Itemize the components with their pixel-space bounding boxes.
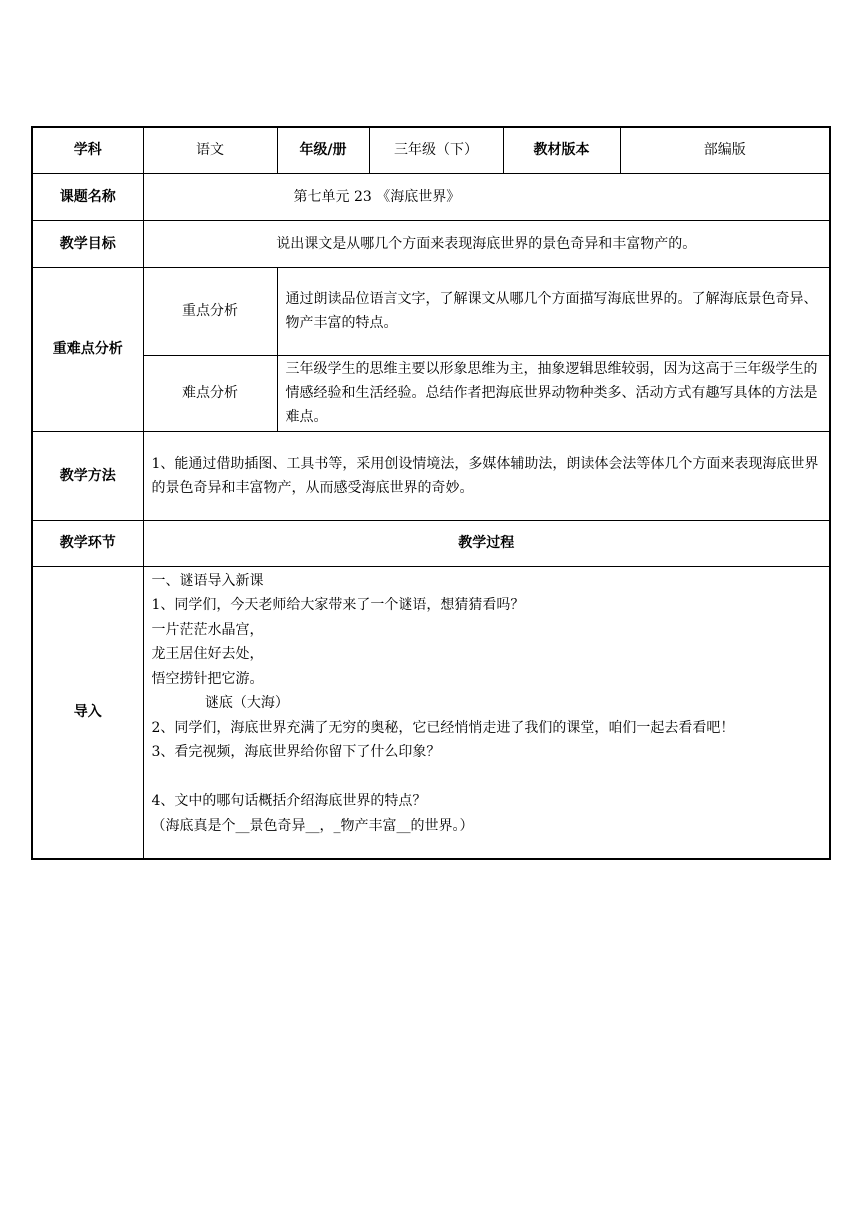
subject-row <box>32 127 830 173</box>
intro-row <box>32 566 830 859</box>
intro-label: 导入 <box>32 566 143 859</box>
hard-point-value: 三年级学生的思维主要以形象思维为主，抽象逻辑思维较弱，因为这高于三年级学生的情感经验和生活经验。总结作者把海底世界动物种类多、活动方式有趣写具体的方法是难点。 <box>277 355 830 431</box>
intro-line: 3、看完视频，海底世界给你留下了什么印象？ <box>151 744 441 760</box>
subject-value: 语文 <box>143 127 277 173</box>
intro-line: 一、谜语导入新课 <box>151 572 264 589</box>
key-point-value: 通过朗读品位语言文字，了解课文从哪几个方面描写海底世界的。了解海底景色奇异、物产丰富的特点。 <box>277 267 830 355</box>
process-title: 教学过程 <box>143 520 830 566</box>
teaching-method-value: 1、能通过借助插图、工具书等，采用创设情境法，多媒体辅助法，朗读体会法等体几个方面来表现海底世界的景色奇异和丰富物产，从而感受海底世界的奇妙。 <box>143 431 830 520</box>
grade-value: 三年级（下） <box>369 127 503 173</box>
intro-line <box>152 765 822 790</box>
lesson-title-value: 第七单元 23 《海底世界》 <box>143 173 830 220</box>
key-point-label: 重点分析 <box>143 267 277 355</box>
subject-label: 学科 <box>32 127 143 173</box>
grade-label: 年级/册 <box>277 127 369 173</box>
intro-line: 一片茫茫水晶宫， <box>151 621 264 638</box>
difficulty-label: 重难点分析 <box>32 267 143 431</box>
hard-point-row <box>32 355 830 431</box>
teaching-goal-row <box>32 220 830 267</box>
intro-line: 龙王居住好去处， <box>151 646 264 662</box>
edition-label: 教材版本 <box>503 127 620 173</box>
teaching-goal-label: 教学目标 <box>32 220 143 267</box>
lesson-title-label: 课题名称 <box>32 173 143 220</box>
intro-line: 4、文中的哪句话概括介绍海底世界的特点？ <box>151 793 427 809</box>
intro-line: 2、同学们，海底世界充满了无穷的奥秘，它已经悄悄走进了我们的课堂，咱们一起去看看吧！ <box>151 719 735 736</box>
teaching-method-label: 教学方法 <box>32 431 143 520</box>
intro-line: 谜底（大海） <box>151 695 289 711</box>
lesson-plan-table <box>31 126 831 860</box>
teaching-method-row <box>32 431 830 520</box>
hard-point-label: 难点分析 <box>143 355 277 431</box>
intro-line: 悟空捞针把它游。 <box>151 670 264 687</box>
process-stage-label: 教学环节 <box>32 520 143 566</box>
lesson-title-row <box>32 173 830 220</box>
process-header-row <box>32 520 830 566</box>
intro-line: 1、同学们，今天老师给大家带来了一个谜语，想猜猜看吗？ <box>151 597 525 613</box>
key-point-row <box>32 267 830 355</box>
intro-line: （海底真是个__景色奇异__，_物产丰富__的世界。） <box>151 817 474 834</box>
intro-content <box>143 566 830 859</box>
teaching-goal-value: 说出课文是从哪几个方面来表现海底世界的景色奇异和丰富物产的。 <box>143 220 830 267</box>
edition-value: 部编版 <box>620 127 830 173</box>
